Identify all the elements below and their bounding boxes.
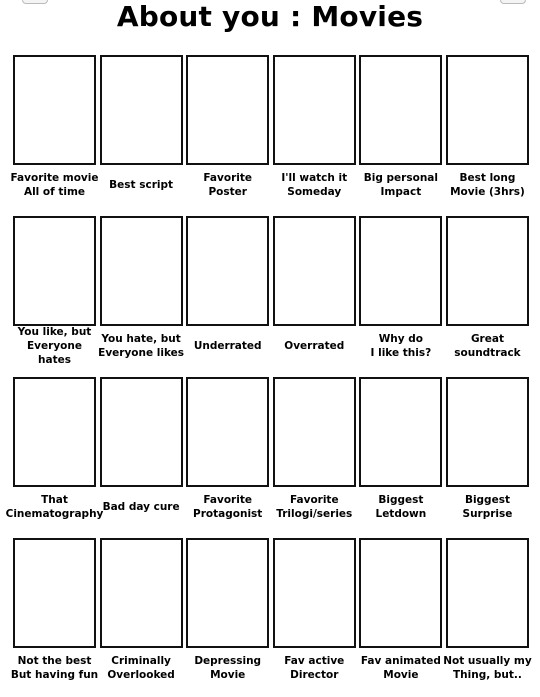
movie-grid [5,55,532,697]
grid-cell [5,377,104,538]
grid-cell [100,377,183,538]
empty-picture-frame[interactable] [13,377,96,487]
empty-picture-frame[interactable] [359,377,442,487]
empty-picture-frame[interactable] [13,216,96,326]
empty-picture-frame[interactable] [446,538,529,648]
cell-label: Overrated [284,340,345,352]
cell-label: Biggest Letdown [375,494,427,520]
grid-cell [13,216,96,377]
cell-label: Favorite movie All of time [10,172,99,198]
cell-label: Best long Movie (3hrs) [450,172,525,198]
cell-label: That Cinematography [5,494,104,520]
cell-label: Fav active Director [284,655,345,681]
empty-picture-frame[interactable] [100,216,183,326]
cell-label: Depressing Movie [194,655,262,681]
empty-picture-frame[interactable] [359,55,442,165]
empty-picture-frame[interactable] [446,377,529,487]
cell-label: Why do I like this? [370,333,432,359]
cell-label: Fav animated Movie [360,655,441,681]
empty-picture-frame[interactable] [100,55,183,165]
grid-cell [446,216,529,377]
empty-picture-frame[interactable] [186,377,269,487]
empty-picture-frame[interactable] [186,538,269,648]
empty-picture-frame[interactable] [186,55,269,165]
cell-label: You like, but Everyone hates [17,326,92,366]
cell-label: Best script [109,179,174,191]
grid-cell [446,377,529,538]
cell-label: Underrated [193,340,262,352]
cell-label: Not usually my Thing, but.. [443,655,532,681]
grid-cell [273,55,356,216]
grid-cell [273,216,356,377]
cell-label: You hate, but Everyone likes [98,333,185,359]
cell-label: Favorite Poster [203,172,252,198]
empty-picture-frame[interactable] [100,538,183,648]
grid-cell [359,377,442,538]
grid-cell [186,538,269,697]
grid-cell [186,377,269,538]
grid-cell [359,55,442,216]
grid-cell [359,216,442,377]
grid-cell [186,216,269,377]
cell-label: Not the best But having fun [10,655,99,681]
grid-cell [10,55,99,216]
empty-picture-frame[interactable] [359,216,442,326]
cell-label: Biggest Surprise [462,494,513,520]
empty-picture-frame[interactable] [273,55,356,165]
empty-picture-frame[interactable] [273,216,356,326]
page-title: About you : Movies [116,0,424,33]
grid-cell [100,55,183,216]
cell-label: Big personal Impact [363,172,438,198]
cell-label: I'll watch it Someday [281,172,348,198]
grid-cell [273,377,356,538]
empty-picture-frame[interactable] [273,538,356,648]
grid-cell [359,538,442,697]
empty-picture-frame[interactable] [13,538,96,648]
grid-cell [186,55,269,216]
grid-cell [446,55,529,216]
grid-cell [100,538,183,697]
grid-cell [100,216,183,377]
empty-picture-frame[interactable] [359,538,442,648]
cell-label: Great soundtrack [454,333,521,359]
empty-picture-frame[interactable] [446,216,529,326]
empty-picture-frame[interactable] [100,377,183,487]
empty-picture-frame[interactable] [186,216,269,326]
cell-label: Favorite Trilogi/series [276,494,353,520]
empty-picture-frame[interactable] [273,377,356,487]
cell-label: Criminally Overlooked [107,655,175,681]
grid-cell [10,538,99,697]
empty-picture-frame[interactable] [13,55,96,165]
cell-label: Favorite Protagonist [193,494,263,520]
grid-cell [273,538,356,697]
cell-label: Bad day cure [102,501,180,513]
empty-picture-frame[interactable] [446,55,529,165]
grid-cell [443,538,532,697]
